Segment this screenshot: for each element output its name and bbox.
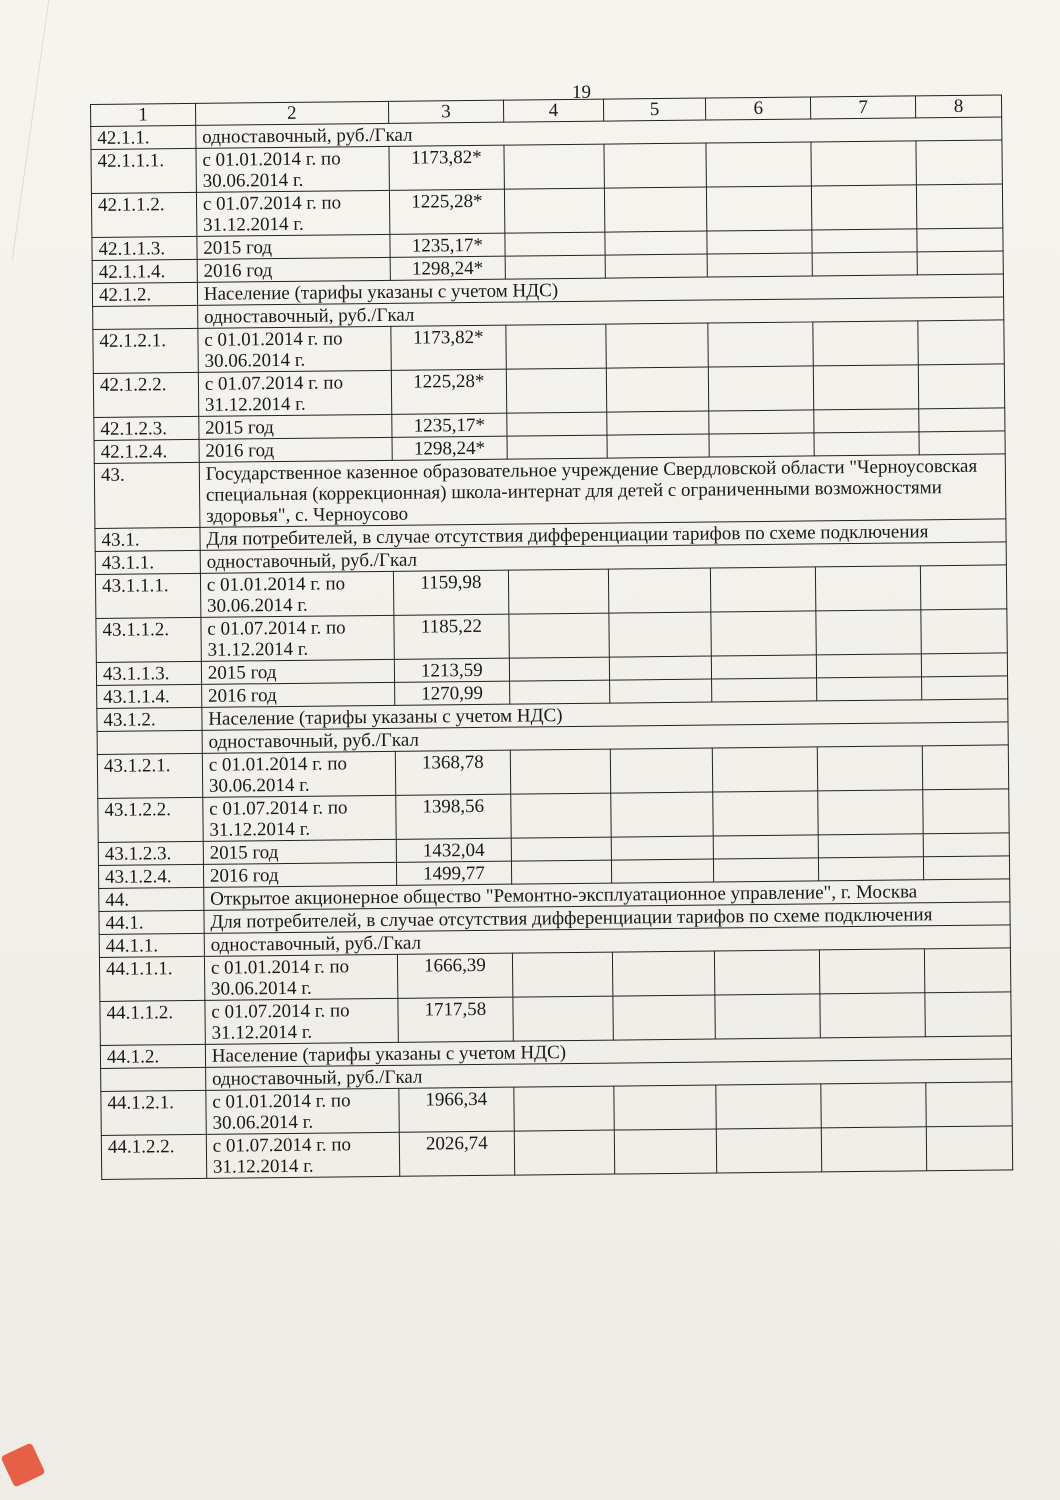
empty-cell <box>507 412 607 436</box>
row-number-cell <box>93 305 198 329</box>
empty-cell <box>713 747 818 792</box>
row-number-cell: 42.1.2.4. <box>94 439 199 463</box>
empty-cell <box>606 367 709 412</box>
empty-cell <box>610 792 713 837</box>
row-number-cell: 44.1.1.1. <box>99 956 204 1001</box>
empty-cell <box>506 324 606 369</box>
empty-cell <box>509 613 609 658</box>
empty-cell <box>816 610 921 655</box>
empty-cell <box>918 320 1004 365</box>
empty-cell <box>610 748 713 793</box>
empty-cell <box>604 143 707 188</box>
tariff-value-cell: 2026,74 <box>399 1131 515 1176</box>
empty-cell <box>817 677 922 701</box>
header-cell: 7 <box>811 96 916 119</box>
tariff-value-cell: 1225,28* <box>391 369 507 414</box>
empty-cell <box>715 994 820 1039</box>
header-cell: 5 <box>603 98 706 121</box>
empty-cell <box>814 409 919 433</box>
empty-cell <box>926 1082 1012 1127</box>
empty-cell <box>814 432 919 456</box>
header-cell: 1 <box>91 103 196 126</box>
row-number-cell: 43.1.2.4. <box>98 864 203 888</box>
row-number-cell: 42.1.1.1. <box>91 148 196 193</box>
empty-cell <box>714 858 819 882</box>
row-number-cell: 42.1.1.2. <box>91 192 196 237</box>
period-cell: с 01.07.2014 г. по 31.12.2014 г. <box>196 190 389 236</box>
empty-cell <box>514 1130 614 1175</box>
empty-cell <box>811 141 916 186</box>
tariff-value-cell: 1298,24* <box>390 256 506 280</box>
row-number-cell: 43.1.2.1. <box>97 753 202 798</box>
tariff-value-cell: 1213,59 <box>394 658 510 682</box>
section-title-cell: Государственное казенное образовательное учреждение Свердловской области "Черноусовская специальная (коррекционная) школа-интернат для детей с ограниченными возможностями здоровья", с. Черноусово <box>199 454 1006 527</box>
empty-cell <box>709 433 814 457</box>
page-edge-shadow <box>0 0 49 260</box>
row-number-cell: 43.1.2. <box>97 707 202 731</box>
tariff-value-cell: 1499,77 <box>396 861 512 885</box>
empty-cell <box>711 567 816 612</box>
period-cell: с 01.01.2014 г. по 30.06.2014 г. <box>206 1088 399 1134</box>
empty-cell <box>707 186 812 231</box>
period-cell: с 01.01.2014 г. по 30.06.2014 г. <box>204 954 397 1000</box>
empty-cell <box>510 749 610 794</box>
period-cell: с 01.07.2014 г. по 31.12.2014 г. <box>206 1132 399 1178</box>
tariff-value-cell: 1173,82* <box>391 325 507 370</box>
row-number-cell <box>97 730 202 754</box>
row-number-cell: 43.1.1. <box>95 550 200 574</box>
row-number-cell: 43.1.1.2. <box>96 617 201 662</box>
empty-cell <box>813 321 918 366</box>
period-cell: с 01.01.2014 г. по 30.06.2014 г. <box>200 571 393 617</box>
empty-cell <box>505 232 605 256</box>
empty-cell <box>614 1129 717 1174</box>
header-cell: 4 <box>504 99 604 122</box>
empty-cell <box>504 144 604 189</box>
empty-cell <box>511 793 611 838</box>
header-cell: 3 <box>388 100 504 123</box>
empty-cell <box>916 184 1002 229</box>
empty-cell <box>513 996 613 1041</box>
empty-cell <box>611 859 714 883</box>
period-cell: 2015 год <box>201 659 394 684</box>
empty-cell <box>812 185 917 230</box>
empty-cell <box>918 364 1004 409</box>
row-number-cell: 43.1.2.2. <box>98 797 203 842</box>
row-number-cell: 44.1.2.1. <box>101 1090 206 1135</box>
empty-cell <box>504 188 604 233</box>
tariff-table <box>90 94 1013 1179</box>
header-cell: 6 <box>706 97 811 120</box>
empty-cell <box>821 1127 926 1172</box>
row-number-cell: 43.1.1.3. <box>96 661 201 685</box>
period-cell: 2016 год <box>201 682 394 707</box>
table-row <box>101 1126 1012 1180</box>
empty-cell <box>816 566 921 611</box>
row-number-cell: 44.1. <box>99 910 204 934</box>
empty-cell <box>510 680 610 704</box>
empty-cell <box>613 1085 716 1130</box>
tariff-value-cell: 1235,17* <box>391 413 507 437</box>
empty-cell <box>708 322 813 367</box>
row-number-cell: 42.1.2.2. <box>93 372 198 417</box>
empty-cell <box>819 857 924 881</box>
period-cell: с 01.01.2014 г. по 30.06.2014 г. <box>198 326 391 372</box>
tariff-value-cell: 1159,98 <box>393 570 509 615</box>
empty-cell <box>919 408 1005 432</box>
empty-cell <box>508 569 608 614</box>
empty-cell <box>712 655 817 679</box>
tariff-value-cell: 1398,56 <box>395 794 511 839</box>
empty-cell <box>511 860 611 884</box>
section-title-cell: Для потребителей, в случае отсутствия дифференциации тарифов по схеме подключения <box>200 519 1006 550</box>
empty-cell <box>925 992 1011 1037</box>
table-row <box>94 454 1006 529</box>
empty-cell <box>608 612 711 657</box>
period-cell: 2015 год <box>203 839 396 864</box>
empty-cell <box>923 789 1009 834</box>
empty-cell <box>922 745 1008 790</box>
tariff-value-cell: 1225,28* <box>389 189 505 234</box>
rate-type-cell: одноставочный, руб./Гкал <box>196 117 1002 148</box>
empty-cell <box>922 676 1008 700</box>
tariff-value-cell: 1270,99 <box>394 681 510 705</box>
empty-cell <box>606 411 709 435</box>
empty-cell <box>923 833 1009 857</box>
empty-cell <box>612 951 715 996</box>
row-number-cell: 44.1.1. <box>99 933 204 957</box>
empty-cell <box>707 253 812 277</box>
empty-cell <box>612 995 715 1040</box>
section-title-cell: Население (тарифы указаны с учетом НДС) <box>205 1036 1011 1067</box>
header-cell: 8 <box>915 95 1001 118</box>
empty-cell <box>712 678 817 702</box>
empty-cell <box>709 410 814 434</box>
tariff-value-cell: 1298,24* <box>392 436 508 460</box>
empty-cell <box>511 837 611 861</box>
row-number-cell: 43.1.1.1. <box>95 573 200 618</box>
section-title-cell: Для потребителей, в случае отсутствия дифференциации тарифов по схеме подключения <box>204 902 1010 933</box>
empty-cell <box>917 251 1003 275</box>
period-cell: с 01.07.2014 г. по 31.12.2014 г. <box>198 370 391 416</box>
row-number-cell: 44.1.2.2. <box>101 1134 206 1179</box>
section-title-cell: Население (тарифы указаны с учетом НДС) <box>202 699 1008 730</box>
empty-cell <box>609 656 712 680</box>
empty-cell <box>924 948 1010 993</box>
empty-cell <box>919 431 1005 455</box>
empty-cell <box>605 254 708 278</box>
empty-cell <box>818 790 923 835</box>
rate-type-cell: одноставочный, руб./Гкал <box>202 722 1008 753</box>
period-cell: с 01.01.2014 г. по 30.06.2014 г. <box>202 751 395 797</box>
row-number-cell: 42.1.1. <box>91 125 196 149</box>
empty-cell <box>816 654 921 678</box>
row-number-cell: 42.1.2. <box>92 282 197 306</box>
row-number-cell: 43.1.1.4. <box>97 684 202 708</box>
period-cell: 2015 год <box>199 414 392 439</box>
tariff-value-cell: 1235,17* <box>390 233 506 257</box>
empty-cell <box>821 1083 926 1128</box>
tariff-value-cell: 1666,39 <box>397 953 513 998</box>
row-number-cell: 43. <box>94 462 200 528</box>
empty-cell <box>818 834 923 858</box>
empty-cell <box>917 228 1003 252</box>
empty-cell <box>916 140 1002 185</box>
period-cell: с 01.07.2014 г. по 31.12.2014 г. <box>203 795 396 841</box>
empty-cell <box>707 230 812 254</box>
period-cell: с 01.07.2014 г. по 31.12.2014 г. <box>205 998 398 1044</box>
empty-cell <box>709 366 814 411</box>
row-number-cell: 42.1.1.3. <box>92 236 197 260</box>
section-title-cell: Открытое акционерное общество "Ремонтно-эксплуатационное управление", г. Москва <box>204 879 1010 910</box>
empty-cell <box>714 835 819 859</box>
page-number: 19 <box>572 82 591 103</box>
row-number-cell: 44.1.2. <box>100 1044 205 1068</box>
rate-type-cell: одноставочный, руб./Гкал <box>197 297 1003 328</box>
period-cell: 2016 год <box>197 257 390 282</box>
row-number-cell: 43.1.2.3. <box>98 841 203 865</box>
rate-type-cell: одноставочный, руб./Гкал <box>204 925 1010 956</box>
empty-cell <box>820 993 925 1038</box>
tariff-value-cell: 1432,04 <box>396 838 512 862</box>
empty-cell <box>820 949 925 994</box>
tariff-value-cell: 1717,58 <box>398 997 514 1042</box>
row-number-cell: 43.1. <box>95 527 200 551</box>
empty-cell <box>608 568 711 613</box>
empty-cell <box>711 611 816 656</box>
empty-cell <box>920 565 1006 610</box>
empty-cell <box>812 252 917 276</box>
empty-cell <box>926 1126 1012 1171</box>
empty-cell <box>506 368 606 413</box>
tariff-value-cell: 1966,34 <box>399 1087 515 1132</box>
empty-cell <box>507 435 607 459</box>
empty-cell <box>605 323 708 368</box>
empty-cell <box>921 653 1007 677</box>
period-cell: с 01.01.2014 г. по 30.06.2014 г. <box>196 146 389 192</box>
row-number-cell <box>101 1067 206 1091</box>
empty-cell <box>812 229 917 253</box>
empty-cell <box>817 746 922 791</box>
empty-cell <box>923 856 1009 880</box>
empty-cell <box>706 142 811 187</box>
row-number-cell: 42.1.2.3. <box>94 416 199 440</box>
empty-cell <box>604 187 707 232</box>
row-number-cell: 44.1.1.2. <box>100 1000 205 1045</box>
corner-logo-sticker <box>0 1442 45 1487</box>
tariff-value-cell: 1368,78 <box>395 750 511 795</box>
tariff-value-cell: 1185,22 <box>394 614 510 659</box>
empty-cell <box>607 434 710 458</box>
empty-cell <box>813 365 918 410</box>
empty-cell <box>713 791 818 836</box>
section-title-cell: Население (тарифы указаны с учетом НДС) <box>197 274 1003 305</box>
empty-cell <box>604 231 707 255</box>
empty-cell <box>717 1128 822 1173</box>
row-number-cell: 44. <box>99 887 204 911</box>
empty-cell <box>715 950 820 995</box>
empty-cell <box>921 609 1007 654</box>
period-cell: с 01.07.2014 г. по 31.12.2014 г. <box>201 615 394 661</box>
rate-type-cell: одноставочный, руб./Гкал <box>205 1059 1011 1090</box>
empty-cell <box>716 1084 821 1129</box>
empty-cell <box>509 657 609 681</box>
row-number-cell: 42.1.1.4. <box>92 259 197 283</box>
empty-cell <box>611 836 714 860</box>
period-cell: 2015 год <box>197 234 390 259</box>
empty-cell <box>609 679 712 703</box>
tariff-value-cell: 1173,82* <box>389 145 505 190</box>
rate-type-cell: одноставочный, руб./Гкал <box>200 542 1006 573</box>
empty-cell <box>514 1086 614 1131</box>
row-number-cell: 42.1.2.1. <box>93 328 198 373</box>
period-cell: 2016 год <box>203 862 396 887</box>
empty-cell <box>505 255 605 279</box>
period-cell: 2016 год <box>199 437 392 462</box>
header-cell: 2 <box>195 101 388 125</box>
empty-cell <box>512 952 612 997</box>
